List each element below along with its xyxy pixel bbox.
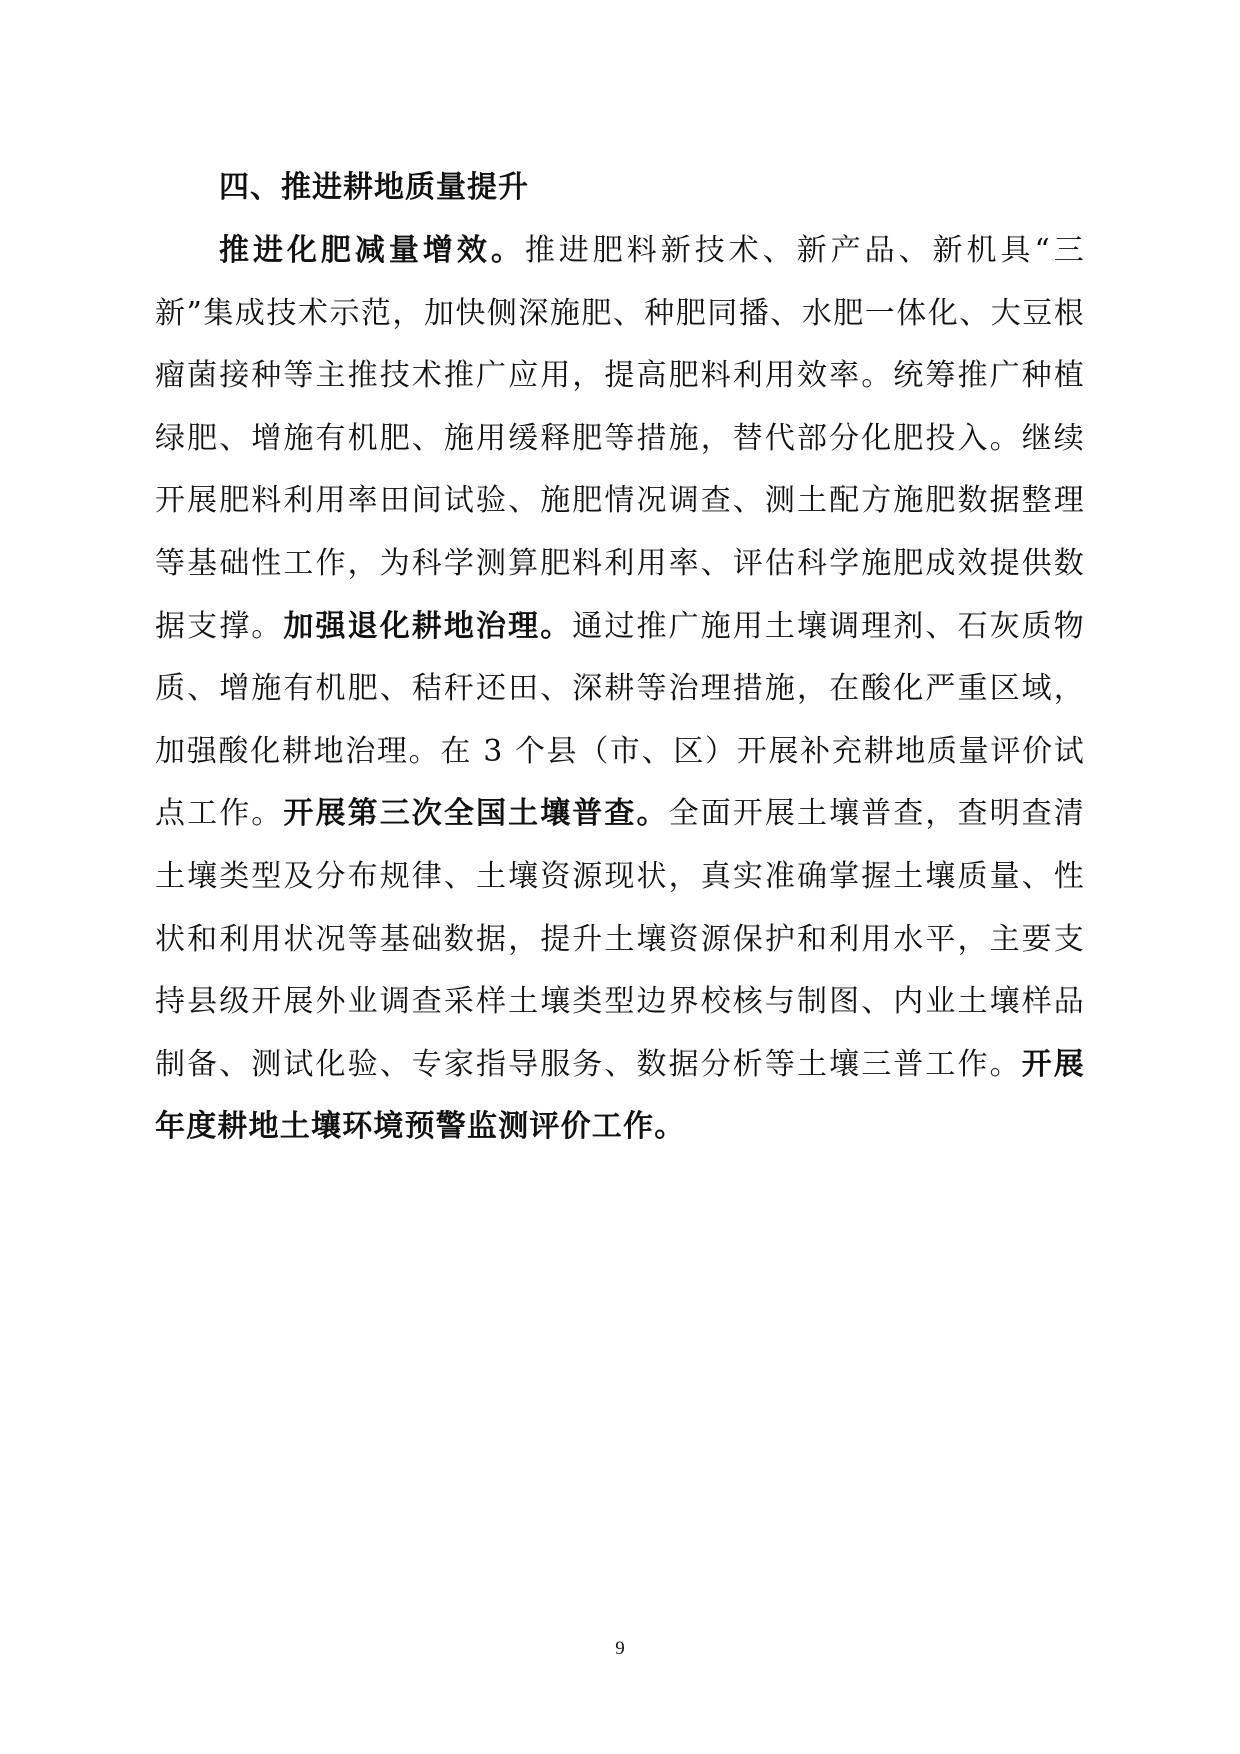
- text-soil-census: 全面开展土壤普查，查明查清土壤类型及分布规律、土壤资源现状，真实准确掌握土壤质量、性状和利用状况等基础数据，提升土壤资源保护和利用水平，主要支持县级开展外业调查采样土壤类型边界校核与制图、内业土壤样品制备、测试化验、专家指导服务、数据分析等土壤三普工作。: [155, 796, 1085, 1082]
- lead-soil-census: 开展第三次全国土壤普查。: [283, 796, 669, 832]
- document-body: [155, 156, 1085, 1159]
- lead-degraded-land: 加强退化耕地治理。: [283, 608, 573, 644]
- text-degraded-land: 通过推广施用土壤调理剂、石灰质物质、增施有机肥、秸秆还田、深耕等治理措施，在酸化严重区域，加强酸化耕地治理。在 3 个县（市、区）开展补充耕地质量评价试点工作。: [155, 608, 1085, 832]
- section-heading: 四、推进耕地质量提升: [219, 170, 529, 205]
- text-fertilizer-reduction: 推进肥料新技术、新产品、新机具“三新”集成技术示范，加快侧深施肥、种肥同播、水肥一体化、大豆根瘤菌接种等主推技术推广应用，提高肥料利用效率。统筹推广种植绿肥、增施有机肥、施用缓释肥等措施，替代部分化肥投入。继续开展肥料利用率田间试验、施肥情况调查、测土配方施肥数据整理等基础性工作，为科学测算肥料利用率、评估科学施肥成效提供数据支撑。: [155, 233, 1085, 644]
- page-number: 9: [615, 1638, 625, 1659]
- lead-soil-monitoring: 开展年度耕地土壤环境预警监测评价工作。: [155, 1046, 1085, 1145]
- body-paragraph: [155, 220, 1085, 1159]
- lead-fertilizer-reduction: 推进化肥减量增效。: [219, 233, 525, 268]
